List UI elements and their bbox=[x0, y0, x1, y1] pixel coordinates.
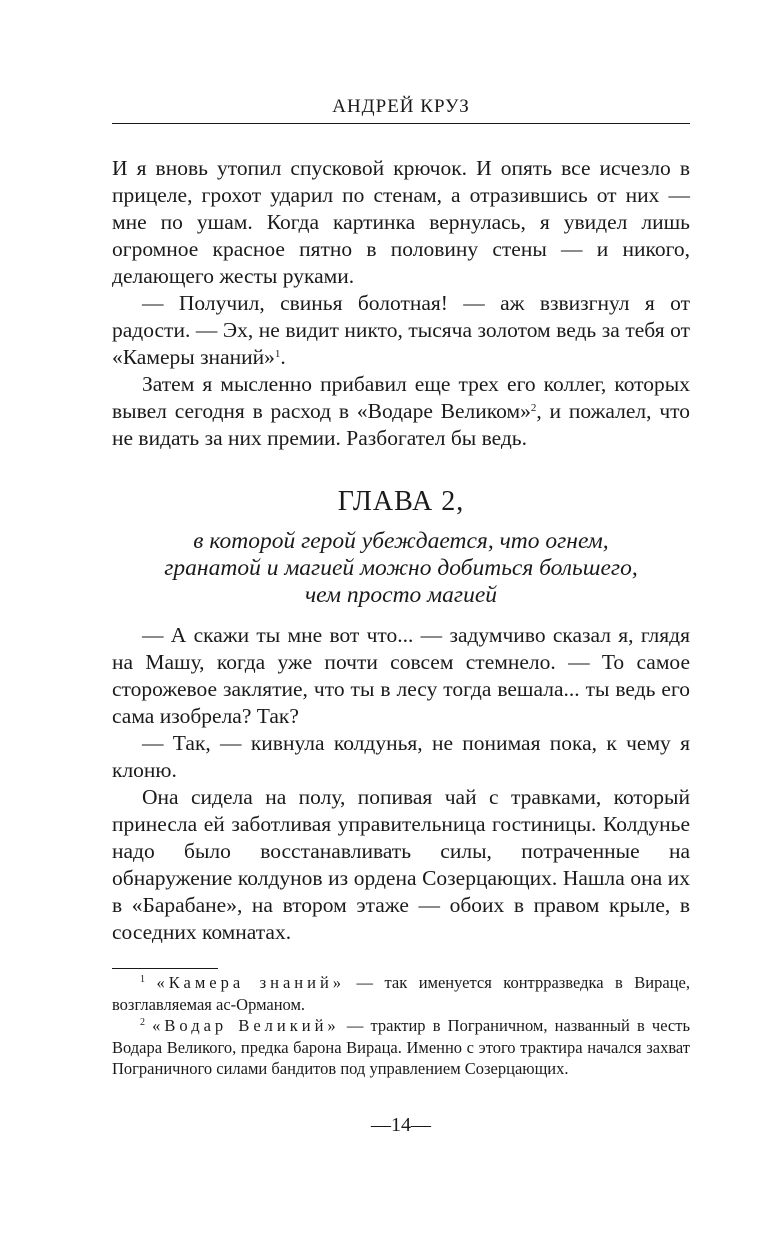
footnote-term: «Камера знаний» bbox=[156, 973, 346, 992]
text-block-bottom bbox=[112, 622, 690, 946]
running-head: АНДРЕЙ КРУЗ bbox=[332, 96, 470, 117]
footnotes bbox=[112, 972, 690, 1080]
footnote-term: «Водар Великий» bbox=[152, 1016, 340, 1035]
paragraph bbox=[112, 290, 690, 371]
paragraph: — Так, — кивнула колдунья, не понимая пока, к чему я клоню. bbox=[112, 731, 690, 782]
footnote-mark: 1 bbox=[140, 974, 145, 985]
chapter-title: ГЛАВА 2, bbox=[337, 486, 465, 517]
paragraph: — А скажи ты мне вот что... — задумчиво сказал я, глядя на Машу, когда уже почти совсем стемнело. — То самое сторожевое заклятие, что ты в лесу тогда вешала... ты ведь его сама изобрела? Так? bbox=[112, 623, 690, 728]
footnote-rule bbox=[112, 968, 218, 969]
header-rule bbox=[112, 123, 690, 124]
paragraph-text: Затем я мысленно прибавил еще трех его коллег, которых вывел сегодня в расход в «Водаре Великом» bbox=[112, 372, 690, 423]
footnote-ref: 1 bbox=[274, 348, 281, 360]
chapter-subtitle-line: в которой герой убеждается, что огнем, bbox=[193, 528, 609, 554]
text-block-top bbox=[112, 155, 690, 452]
chapter-subtitle-line: чем просто магией bbox=[304, 582, 498, 608]
footnote bbox=[112, 972, 690, 1015]
chapter-subtitle-line: гранатой и магией можно добиться большего, bbox=[164, 555, 638, 581]
paragraph-text: , и пожалел, что не видать за них премии. Разбогател бы ведь. bbox=[112, 399, 690, 450]
paragraph bbox=[112, 371, 690, 452]
paragraph: И я вновь утопил спусковой крючок. И опять все исчезло в прицеле, грохот ударил по стенам, а отразившись от них — мне по ушам. Когда картинка вернулась, я увидел лишь огромное красное пятно в половину стены — и никого, делающего жесты руками. bbox=[112, 156, 690, 288]
paragraph-text: . bbox=[280, 345, 286, 369]
paragraph: Она сидела на полу, попивая чай с травками, который принесла ей заботливая управительница гостиницы. Колдунье надо было восстанавливать силы, потраченные на обнаружение колдунов из ордена Созерцающих. Нашла она их в «Барабане», на втором этаже — обоих в правом крыле, в соседних комнатах. bbox=[112, 785, 690, 944]
footnote-ref: 2 bbox=[530, 402, 537, 414]
paragraph-text: — Получил, свинья болотная! — аж взвизгнул я от радости. — Эх, не видит никто, тысяча золотом ведь за тебя от «Камеры знаний» bbox=[112, 291, 690, 369]
footnote-text: — трактир в Пограничном, названный в честь Водара Великого, предка барона Вираца. Именно с этого трактира начался захват Пограничного силами бандитов под управлением Созерцающих. bbox=[112, 1016, 690, 1078]
page-number: —14— bbox=[371, 1114, 431, 1136]
footnote-text: — так именуется контрразведка в Вираце, возглавляемая ас-Орманом. bbox=[112, 973, 690, 1014]
footnote-mark: 2 bbox=[140, 1017, 145, 1028]
footnote bbox=[112, 1015, 690, 1080]
chapter-subtitle bbox=[112, 528, 690, 609]
